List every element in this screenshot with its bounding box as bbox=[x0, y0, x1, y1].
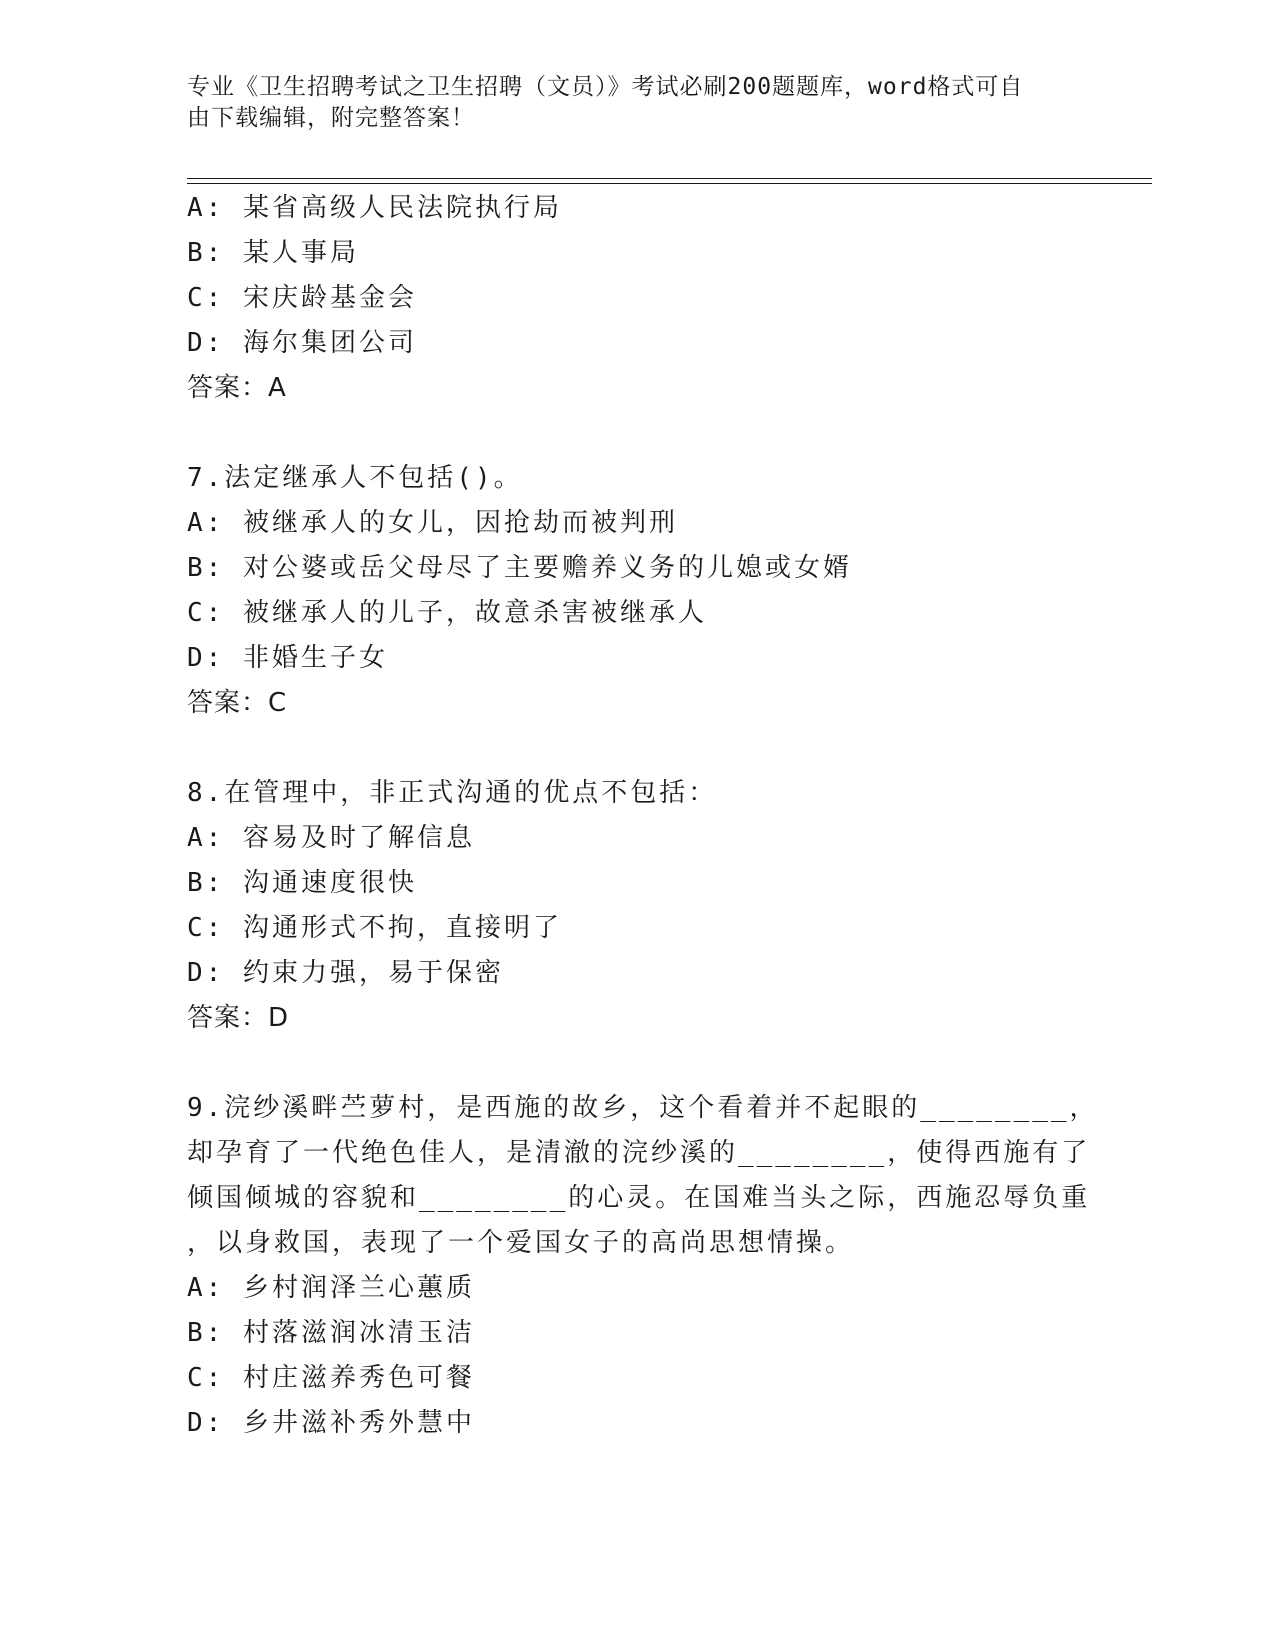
q6-option-d: D: 海尔集团公司 bbox=[187, 328, 417, 358]
q8-option-a: A: 容易及时了解信息 bbox=[187, 823, 475, 853]
q7-option-b: B: 对公婆或岳父母尽了主要赡养义务的儿媳或女婿 bbox=[187, 553, 852, 583]
q6-option-c: C: 宋庆龄基金会 bbox=[187, 283, 417, 313]
q9-question-line-1: 9.浣纱溪畔苎萝村，是西施的故乡，这个看着并不起眼的________， bbox=[187, 1093, 1099, 1123]
q6-option-b: B: 某人事局 bbox=[187, 238, 359, 268]
q9-question-line-2: 却孕育了一代绝色佳人，是清澈的浣纱溪的________，使得西施有了 bbox=[187, 1138, 1091, 1168]
q7-option-d: D: 非婚生子女 bbox=[187, 643, 388, 673]
q7-option-c: C: 被继承人的儿子，故意杀害被继承人 bbox=[187, 598, 707, 628]
q8-answer: 答案：D bbox=[187, 1003, 290, 1033]
header-title-line-2: 由下载编辑，附完整答案！ bbox=[187, 105, 475, 131]
q6-option-a: A: 某省高级人民法院执行局 bbox=[187, 193, 562, 223]
q9-option-d: D: 乡井滋补秀外慧中 bbox=[187, 1408, 475, 1438]
q7-answer: 答案：C bbox=[187, 688, 288, 718]
header-divider-bottom bbox=[187, 183, 1152, 184]
q9-option-c: C: 村庄滋养秀色可餐 bbox=[187, 1363, 475, 1393]
q9-question-line-4: ，以身救国，表现了一个爱国女子的高尚思想情操。 bbox=[187, 1228, 855, 1258]
header-divider-top bbox=[187, 178, 1152, 179]
q6-answer: 答案：A bbox=[187, 373, 287, 403]
document-header bbox=[187, 72, 1067, 134]
q7-option-a: A: 被继承人的女儿，因抢劫而被判刑 bbox=[187, 508, 678, 538]
q9-option-b: B: 村落滋润冰清玉洁 bbox=[187, 1318, 475, 1348]
q8-option-b: B: 沟通速度很快 bbox=[187, 868, 417, 898]
q8-option-c: C: 沟通形式不拘，直接明了 bbox=[187, 913, 562, 943]
header-title-line-1: 专业《卫生招聘考试之卫生招聘（文员）》考试必刷200题题库，word格式可自 bbox=[187, 74, 1024, 100]
q9-option-a: A: 乡村润泽兰心蕙质 bbox=[187, 1273, 475, 1303]
q8-option-d: D: 约束力强，易于保密 bbox=[187, 958, 504, 988]
q7-question: 7.法定继承人不包括()。 bbox=[187, 463, 523, 493]
q8-question: 8.在管理中，非正式沟通的优点不包括： bbox=[187, 778, 718, 808]
q9-question-line-3: 倾国倾城的容貌和________的心灵。在国难当头之际，西施忍辱负重 bbox=[187, 1183, 1091, 1213]
